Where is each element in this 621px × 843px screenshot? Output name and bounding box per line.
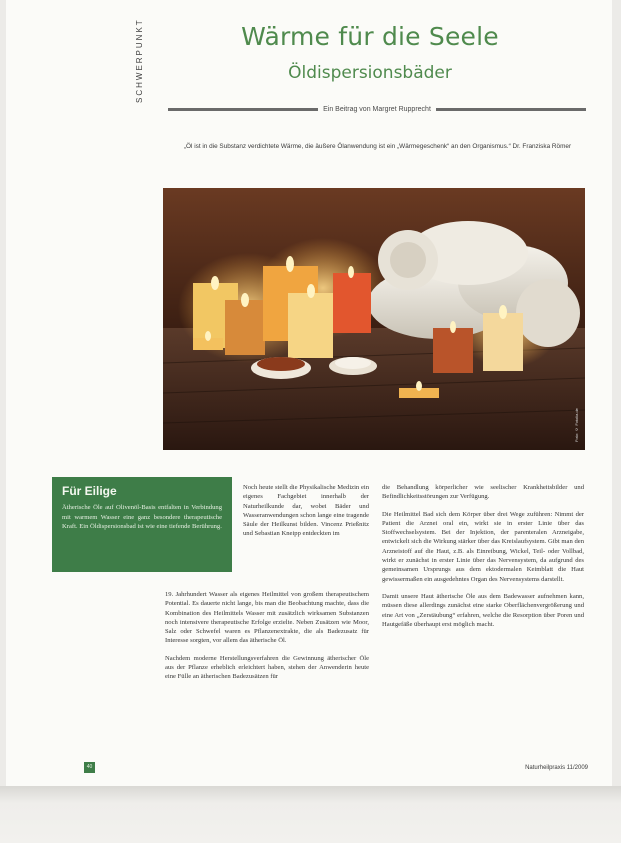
summary-text: Ätherische Öle auf Olivenöl-Basis entfalten in Verbindung mit warmem Wasser eine ganz besondere therapeutische Kraft. Ein Öldispersionsbad ist wie eine tiefende Berührung.	[62, 504, 222, 531]
photo-illustration	[163, 188, 585, 450]
article-subtitle: Öldispersionsbäder	[288, 63, 452, 83]
summary-box	[52, 477, 232, 572]
summary-heading: Für Eilige	[62, 484, 117, 498]
page-number: 40	[84, 762, 95, 773]
column-2	[382, 483, 584, 637]
paragraph: Die Heilmittel Bad sich dem Körper über drei Wege zuführen: Nimmt der Patient die Arznei oral ein, wirkt sie in erster Linie über das Stoffwechselsystem. Bei der Injektion, der parenteralen Arzneigabe, entwickelt sich die Wirkung stärker über das Kreislaufsystem. Gibt man den Arzneistoff auf die Haut, z.B. als Einreibung, Wickel, Teil- oder Vollbad, wirkt er zunächst in erster Linie über das Nervensystem, da aufgrund des gemeinsamen Ursprungs aus dem ektodermalen Keimblatt die Haut gewissermaßen ein ausgedehntes Organ des Nervensystems darstellt.	[382, 510, 584, 583]
column-1	[165, 590, 369, 690]
scan-background	[0, 786, 621, 843]
paragraph: die Behandlung körperlicher wie seelischer Krankheitsbilder und Befindlichkeitsstörungen zur Verfügung.	[382, 484, 584, 501]
byline: Ein Beitrag von Margret Rupprecht	[323, 105, 431, 113]
divider-left	[168, 108, 318, 111]
footer-publication: Naturheilpraxis 11/2009	[525, 765, 588, 771]
candles-spa-photo	[163, 188, 585, 450]
photo-credit: Foto: © Fotolia.de	[574, 408, 579, 442]
article-title: Wärme für die Seele	[241, 22, 499, 51]
divider-right	[436, 108, 586, 111]
intro-quote: „Öl ist in die Substanz verdichtete Wärme, die äußere Ölanwendung ist ein „Wärmegeschenk“ an den Organismus.“ Dr. Franziska Römer	[183, 143, 572, 150]
column-1-intro	[243, 483, 369, 547]
paragraph: Noch heute stellt die Physikalische Medizin ein eigenes Fachgebiet innerhalb der Naturheilkunde dar, wobei Bäder und Wasseranwendungen schon lange eine tragende Säule der Heilkunst bilden. Vincenz Prießnitz und Sebastian Kneipp entdeckten im	[243, 484, 369, 538]
paragraph: Damit unsere Haut ätherische Öle aus dem Badewasser aufnehmen kann, müssen diese allerdings zunächst eine starke Oberflächenvergrößerung und eine Art von „Zerstäubung“ erfahren, welche die Resorption über Poren und Hautgefäße überhaupt erst möglich macht.	[382, 592, 584, 628]
paragraph: Nachdem moderne Herstellungsverfahren die Gewinnung ätherischer Öle aus der Pflanze erheblich erleichtert haben, stehen der Anwenderin heute eine Fülle an ätherischen Badezusätzen für	[165, 654, 369, 681]
byline-row	[168, 102, 586, 116]
paragraph: 19. Jahrhundert Wasser als eigenes Heilmittel von großem therapeutischem Potential. Es dauerte nicht lange, bis man die Beobachtung machte, dass die Kombination des Heilmittels Wasser mit zusätzlich wirksamen Substanzen noch intensivere therapeutische Erfolge erzielte. Neben Zusätzen wie Moor, Salz oder Schwefel waren es Pflanzenextrakte, die als Badezusatz für Interesse sorgten, vor allem das ätherische Öl.	[165, 591, 369, 645]
section-label: SCHWERPUNKT	[135, 18, 144, 103]
